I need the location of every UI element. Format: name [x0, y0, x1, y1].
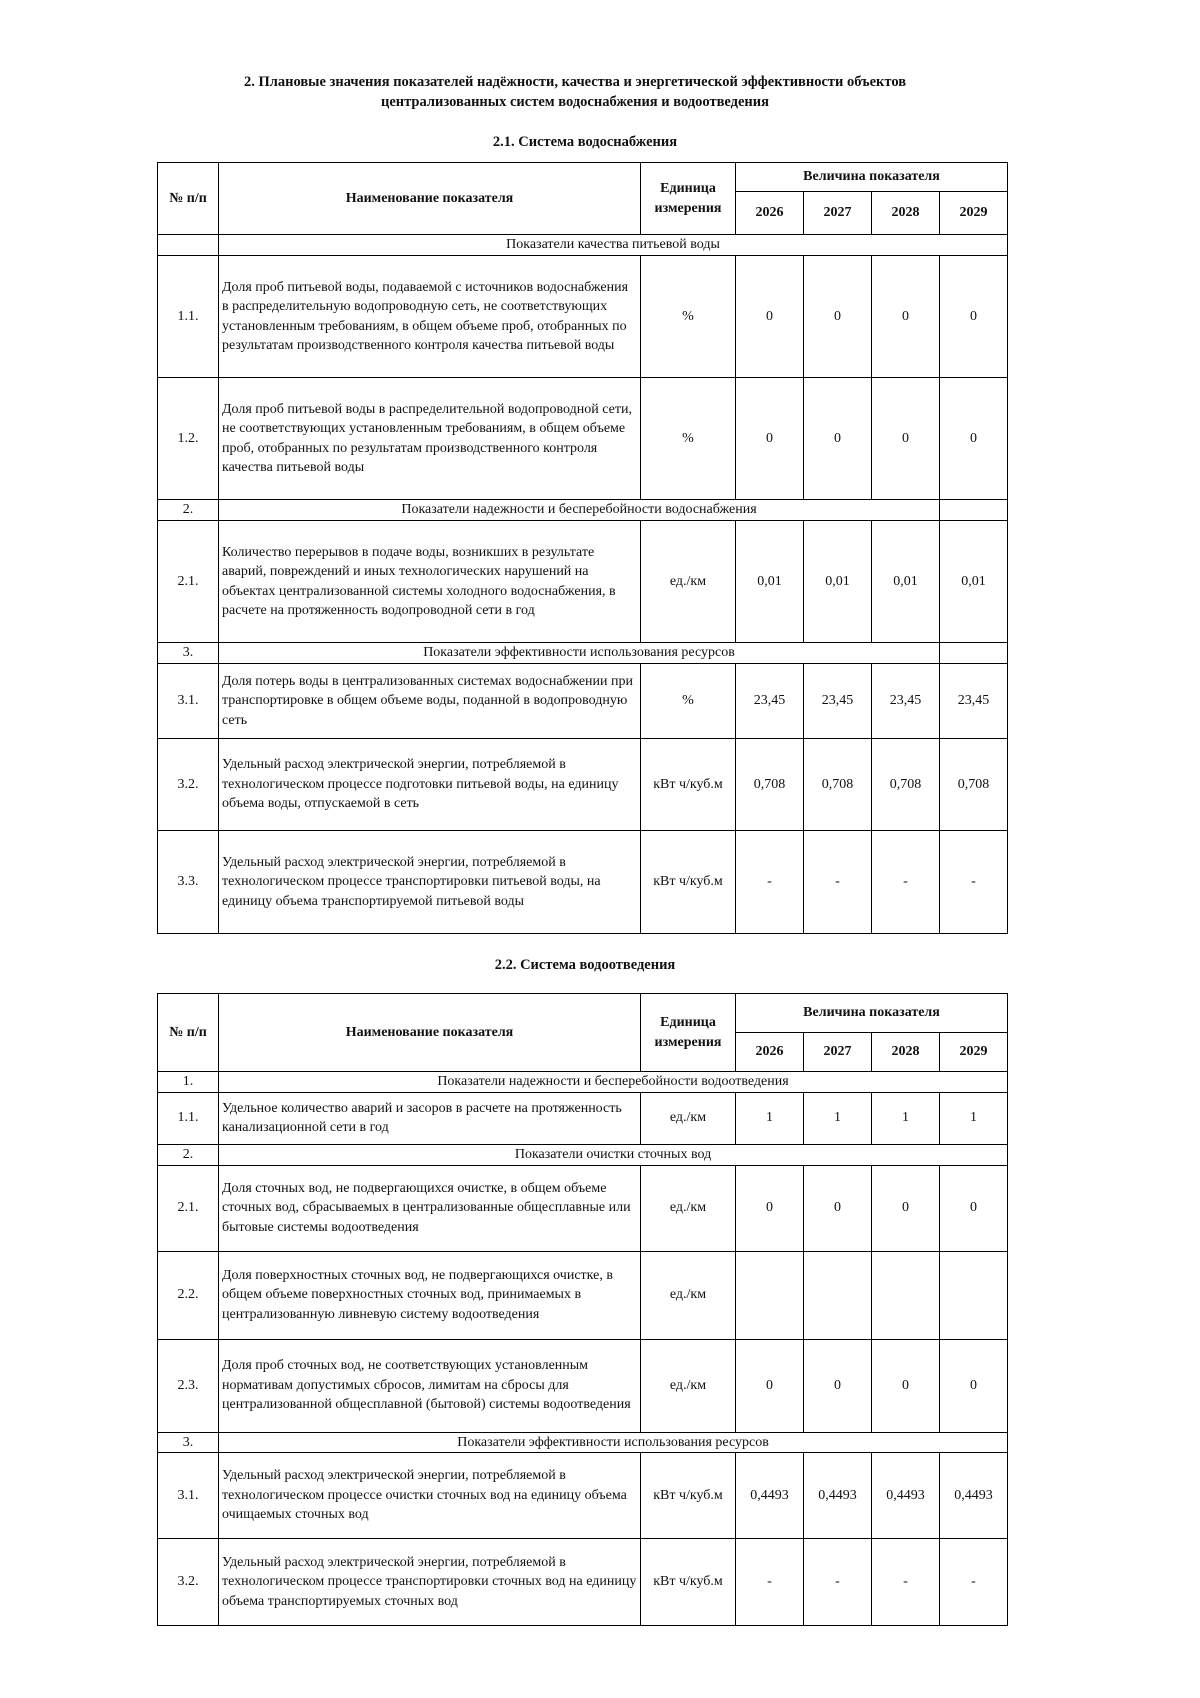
row-name: Доля потерь воды в централизованных системах водоснабжении при транспортировке в общем объеме воды, поданной в водопроводную сеть — [219, 664, 641, 739]
group-row — [158, 235, 1008, 256]
group-num: 1. — [158, 1072, 219, 1093]
value-2026: 23,45 — [736, 664, 804, 739]
row-num: 2.1. — [158, 521, 219, 643]
value-2028: 0 — [872, 256, 940, 378]
value-2028: 0 — [872, 1165, 940, 1251]
group-label: Показатели надежности и бесперебойности водоснабжения — [219, 500, 940, 521]
row-unit: кВт ч/куб.м — [641, 1453, 736, 1539]
header-unit — [641, 994, 736, 1072]
value-2029: - — [940, 831, 1008, 934]
value-2026: 1 — [736, 1092, 804, 1144]
header-value-group: Величина показателя — [736, 163, 1008, 192]
header-num: № п/п — [158, 163, 219, 235]
value-2027: 0 — [804, 1339, 872, 1432]
row-unit: ед./км — [641, 1092, 736, 1144]
group-empty-cell — [940, 643, 1008, 664]
value-2026: 0,708 — [736, 739, 804, 831]
value-2028: 0 — [872, 378, 940, 500]
value-2028 — [872, 1251, 940, 1339]
group-row — [158, 1144, 1008, 1165]
header-row — [158, 163, 1008, 192]
header-unit-line2: измерения — [654, 200, 722, 216]
value-2026: 0 — [736, 256, 804, 378]
value-2029: 0 — [940, 1339, 1008, 1432]
value-2027: 0,708 — [804, 739, 872, 831]
value-2026: - — [736, 831, 804, 934]
document-title — [150, 72, 1000, 112]
value-2029: 0,708 — [940, 739, 1008, 831]
value-2027: 0,4493 — [804, 1453, 872, 1539]
header-unit-line1: Единица — [660, 1015, 716, 1030]
row-unit: кВт ч/куб.м — [641, 831, 736, 934]
table-row — [158, 1092, 1008, 1144]
water-supply-table — [157, 162, 1008, 934]
group-row — [158, 643, 1008, 664]
table-row — [158, 1165, 1008, 1251]
row-num: 1.1. — [158, 256, 219, 378]
row-num: 3.2. — [158, 1539, 219, 1626]
sewerage-table — [157, 993, 1008, 1626]
header-num: № п/п — [158, 994, 219, 1072]
row-unit: % — [641, 664, 736, 739]
table-row — [158, 831, 1008, 934]
row-name: Удельный расход электрической энергии, потребляемой в технологическом процессе очистки сточных вод на единицу объема очищаемых сточных вод — [219, 1453, 641, 1539]
row-unit: кВт ч/куб.м — [641, 1539, 736, 1626]
table-row — [158, 1539, 1008, 1626]
value-2029: 0 — [940, 256, 1008, 378]
value-2027: - — [804, 831, 872, 934]
value-2029: 0 — [940, 378, 1008, 500]
value-2026: 0 — [736, 378, 804, 500]
value-2029: - — [940, 1539, 1008, 1626]
header-year: 2026 — [736, 192, 804, 235]
row-num: 1.1. — [158, 1092, 219, 1144]
water-supply-title: 2.1. Система водоснабжения — [492, 134, 678, 150]
value-2029: 0,01 — [940, 521, 1008, 643]
value-2027: 0 — [804, 1165, 872, 1251]
value-2026: 0,01 — [736, 521, 804, 643]
value-2026: - — [736, 1539, 804, 1626]
row-name: Удельный расход электрической энергии, потребляемой в технологическом процессе транспортировки сточных вод на единицу объема транспортируемых сточных вод — [219, 1539, 641, 1626]
value-2027 — [804, 1251, 872, 1339]
row-unit: ед./км — [641, 1251, 736, 1339]
header-unit-line2: измерения — [654, 1034, 722, 1050]
value-2027: 0 — [804, 256, 872, 378]
header-year: 2027 — [804, 192, 872, 235]
row-num: 1.2. — [158, 378, 219, 500]
group-num: 2. — [158, 500, 219, 521]
table-row — [158, 1339, 1008, 1432]
document-title-line2: централизованных систем водоснабжения и водоотведения — [380, 94, 769, 110]
table-row — [158, 1453, 1008, 1539]
row-name: Количество перерывов в подаче воды, возникших в результате аварий, повреждений и иных технологических нарушений на объектах централизованной системы холодного водоснабжения, в расчете на протяженность водопроводной сети в год — [219, 521, 641, 643]
header-year: 2028 — [872, 192, 940, 235]
value-2027: 23,45 — [804, 664, 872, 739]
document-title-line1: 2. Плановые значения показателей надёжности, качества и энергетической эффективности объектов — [243, 74, 907, 90]
table-row — [158, 378, 1008, 500]
row-num: 3.1. — [158, 664, 219, 739]
group-num: 3. — [158, 643, 219, 664]
row-unit: кВт ч/куб.м — [641, 739, 736, 831]
value-2029: 0 — [940, 1165, 1008, 1251]
value-2027: 0,01 — [804, 521, 872, 643]
header-year: 2029 — [940, 1033, 1008, 1072]
header-name: Наименование показателя — [219, 994, 641, 1072]
row-name: Доля проб питьевой воды в распределительной водопроводной сети, не соответствующих установленным требованиям, в общем объеме проб, отобранных по результатам производственного контроля качества питьевой воды — [219, 378, 641, 500]
table-row — [158, 1251, 1008, 1339]
header-name: Наименование показателя — [219, 163, 641, 235]
header-unit — [641, 163, 736, 235]
table-row — [158, 256, 1008, 378]
value-2028: 0,01 — [872, 521, 940, 643]
value-2028: 1 — [872, 1092, 940, 1144]
header-year: 2028 — [872, 1033, 940, 1072]
header-value-group: Величина показателя — [736, 994, 1008, 1033]
row-name: Удельный расход электрической энергии, потребляемой в технологическом процессе подготовки питьевой воды, на единицу объема воды, отпускаемой в сеть — [219, 739, 641, 831]
group-label: Показатели эффективности использования ресурсов — [219, 1432, 1008, 1453]
value-2028: 0 — [872, 1339, 940, 1432]
row-unit: % — [641, 256, 736, 378]
row-num: 3.3. — [158, 831, 219, 934]
table-row — [158, 664, 1008, 739]
row-name: Удельный расход электрической энергии, потребляемой в технологическом процессе транспортировки питьевой воды, на единицу объема транспортируемой питьевой воды — [219, 831, 641, 934]
row-unit: % — [641, 378, 736, 500]
header-row — [158, 994, 1008, 1033]
value-2026: 0 — [736, 1339, 804, 1432]
row-unit: ед./км — [641, 521, 736, 643]
group-label: Показатели эффективности использования ресурсов — [219, 643, 940, 664]
group-row — [158, 500, 1008, 521]
value-2029: 0,4493 — [940, 1453, 1008, 1539]
group-num: 3. — [158, 1432, 219, 1453]
value-2027: 0 — [804, 378, 872, 500]
header-year: 2026 — [736, 1033, 804, 1072]
row-num: 2.1. — [158, 1165, 219, 1251]
value-2028: 0,4493 — [872, 1453, 940, 1539]
value-2029: 1 — [940, 1092, 1008, 1144]
value-2026 — [736, 1251, 804, 1339]
row-name: Доля сточных вод, не подвергающихся очистке, в общем объеме сточных вод, сбрасываемых в централизованные общесплавные или бытовые системы водоотведения — [219, 1165, 641, 1251]
group-num — [158, 235, 219, 256]
header-year: 2027 — [804, 1033, 872, 1072]
value-2029: 23,45 — [940, 664, 1008, 739]
group-label: Показатели надежности и бесперебойности водоотведения — [219, 1072, 1008, 1093]
group-num: 2. — [158, 1144, 219, 1165]
row-num: 3.1. — [158, 1453, 219, 1539]
row-name: Доля поверхностных сточных вод, не подвергающихся очистке, в общем объеме поверхностных сточных вод, принимаемых в централизованную ливневую систему водоотведения — [219, 1251, 641, 1339]
value-2027: - — [804, 1539, 872, 1626]
value-2028: - — [872, 1539, 940, 1626]
row-unit: ед./км — [641, 1165, 736, 1251]
header-unit-line1: Единица — [660, 181, 716, 196]
group-empty-cell — [940, 500, 1008, 521]
value-2028: 0,708 — [872, 739, 940, 831]
group-row — [158, 1072, 1008, 1093]
value-2028: 23,45 — [872, 664, 940, 739]
value-2026: 0,4493 — [736, 1453, 804, 1539]
value-2027: 1 — [804, 1092, 872, 1144]
table-row — [158, 739, 1008, 831]
row-num: 2.2. — [158, 1251, 219, 1339]
sewerage-title: 2.2. Система водоотведения — [494, 957, 676, 973]
header-year: 2029 — [940, 192, 1008, 235]
value-2028: - — [872, 831, 940, 934]
group-row — [158, 1432, 1008, 1453]
table-row — [158, 521, 1008, 643]
row-unit: ед./км — [641, 1339, 736, 1432]
value-2029 — [940, 1251, 1008, 1339]
row-num: 3.2. — [158, 739, 219, 831]
group-label: Показатели очистки сточных вод — [219, 1144, 1008, 1165]
row-num: 2.3. — [158, 1339, 219, 1432]
row-name: Удельное количество аварий и засоров в расчете на протяженность канализационной сети в год — [219, 1092, 641, 1144]
group-label: Показатели качества питьевой воды — [219, 235, 1008, 256]
row-name: Доля проб сточных вод, не соответствующих установленным нормативам допустимых сбросов, лимитам на сбросы для централизованной общесплавной (бытовой) системы водоотведения — [219, 1339, 641, 1432]
value-2026: 0 — [736, 1165, 804, 1251]
row-name: Доля проб питьевой воды, подаваемой с источников водоснабжения в распределительную водопроводную сеть, не соответствующих установленным требованиям, в общем объеме проб, отобранных по результатам производственного контроля качества питьевой воды — [219, 256, 641, 378]
